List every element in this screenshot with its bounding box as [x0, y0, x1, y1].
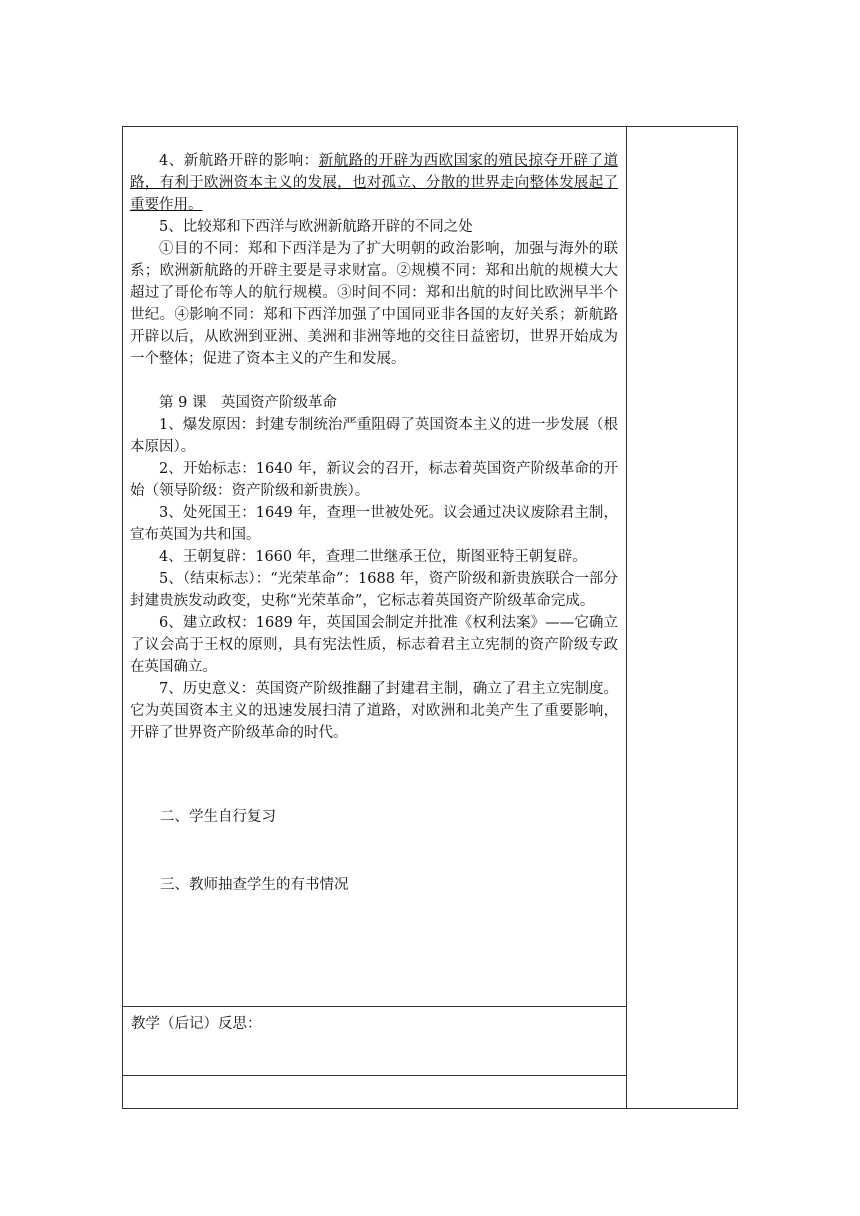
- reflection-label: 教学（后记）反思：: [131, 1016, 262, 1032]
- section-4-underlined-text: 新航路的开辟为西欧国家的殖民掠夺开辟了道路，有利于欧洲资本主义的发展，也对孤立、分散的世界走向整体发展起了重要作用。: [130, 153, 618, 213]
- lesson-9-title: 第 9 课 英国资产阶级革命: [159, 395, 337, 411]
- lesson-9-item: 3、处死国王：1649 年，查理一世被处死。议会通过决议废除君主制，宣布英国为共和国。: [130, 505, 618, 543]
- lesson-content: [130, 150, 618, 744]
- section-5-body: ①目的不同：郑和下西洋是为了扩大明朝的政治影响，加强与海外的联系；欧洲新航路的开辟主要是寻求财富。②规模不同：郑和出航的规模大大超过了哥伦布等人的航行规模。③时间不同：郑和出航的时间比欧洲早半个世纪。④影响不同：郑和下西洋加强了中国同亚非各国的友好关系；新航路开辟以后，从欧洲到亚洲、美洲和非洲等地的交往日益密切，世界开始成为一个整体；促进了资本主义的产生和发展。: [130, 241, 618, 367]
- lesson-9-item: 6、建立政权：1689 年，英国国会制定并批准《权利法案》——它确立了议会高于王权的原则，具有宪法性质，标志着君主立宪制的资产阶级专政在英国确立。: [130, 615, 618, 675]
- lesson-9-item: 7、历史意义：英国资产阶级推翻了封建君主制，确立了君主立宪制度。它为英国资本主义的迅速发展扫清了道路，对欧洲和北美产生了重要影响，开辟了世界资产阶级革命的时代。: [130, 681, 618, 741]
- lesson-9-item: 1、爆发原因：封建专制统治严重阻碍了英国资本主义的进一步发展（根本原因）。: [130, 417, 618, 455]
- teacher-check-heading: 三、教师抽查学生的有书情况: [160, 877, 349, 893]
- section-5-title: 5、比较郑和下西洋与欧洲新航路开辟的不同之处: [159, 219, 473, 235]
- lesson-9-item: 2、开始标志：1640 年，新议会的召开，标志着英国资产阶级革命的开始（领导阶级：资产阶级和新贵族）。: [130, 461, 618, 499]
- lesson-9-item: 4、王朝复辟：1660 年，查理二世继承王位，斯图亚特王朝复辟。: [159, 549, 587, 565]
- table-row-divider: [122, 1006, 626, 1007]
- table-row-divider: [122, 1075, 626, 1076]
- lesson-9-item: 5、（结束标志）：“光荣革命”：1688 年，资产阶级和新贵族联合一部分封建贵族发动政变，史称“光荣革命”，它标志着英国资产阶级革命完成。: [130, 571, 618, 609]
- student-review-heading: 二、学生自行复习: [160, 809, 276, 825]
- section-4: 4、新航路开辟的影响：新航路的开辟为西欧国家的殖民掠夺开辟了道路，有利于欧洲资本主义的发展，也对孤立、分散的世界走向整体发展起了重要作用。: [130, 153, 618, 213]
- table-column-divider: [626, 126, 627, 1109]
